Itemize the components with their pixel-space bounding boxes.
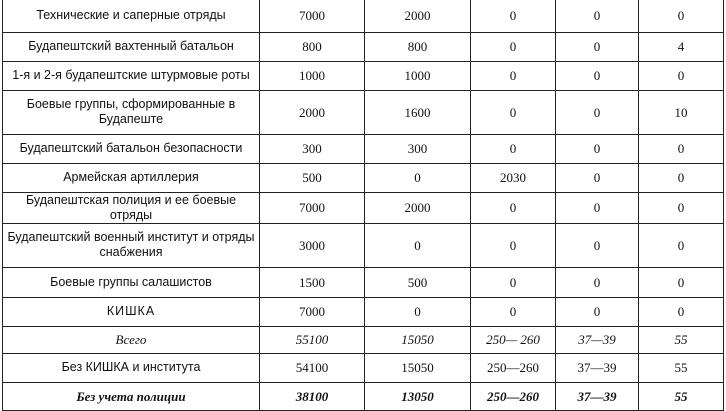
value-cell-col2: 1000 <box>260 61 365 90</box>
unit-name: Будапештский военный институт и отряды снабжения <box>7 230 255 259</box>
value-cell-col2: 38100 <box>260 382 365 410</box>
value-cell-col6: 10 <box>639 90 724 134</box>
unit-name: Без учета полиции <box>76 388 186 404</box>
value-cell-col4: 0 <box>471 267 556 297</box>
unit-name: КИШКА <box>106 304 156 318</box>
value-cell-col4: 2030 <box>471 163 556 192</box>
value-cell-col3: 0 <box>365 297 471 326</box>
value-cell-col6: 0 <box>639 297 724 326</box>
value-cell-col2: 1500 <box>260 267 365 297</box>
value-cell-col6: 0 <box>639 192 724 223</box>
value-cell-col3: 500 <box>365 267 471 297</box>
value-cell-col4: 250—260 <box>471 353 556 382</box>
forces-table <box>2 0 724 411</box>
unit-name-cell <box>3 297 260 326</box>
value-cell-col5: 0 <box>556 192 639 223</box>
value-cell-col2: 55100 <box>260 326 365 353</box>
table-row <box>3 297 724 326</box>
unit-name: Всего <box>115 332 147 347</box>
value-cell-col4: 250—260 <box>471 382 556 410</box>
table-row <box>3 326 724 353</box>
unit-name: Без КИШКА и института <box>61 360 201 374</box>
value-cell-col6: 55 <box>639 382 724 410</box>
value-cell-col3: 2000 <box>365 192 471 223</box>
value-cell-col6: 0 <box>639 134 724 163</box>
value-cell-col5: 37—39 <box>556 326 639 353</box>
unit-name-cell <box>3 0 260 32</box>
unit-name: Армейская артиллерия <box>63 170 199 184</box>
table-row <box>3 32 724 61</box>
value-cell-col2: 800 <box>260 32 365 61</box>
value-cell-col3: 800 <box>365 32 471 61</box>
unit-name-cell <box>3 223 260 267</box>
unit-name-cell <box>3 326 260 353</box>
value-cell-col5: 0 <box>556 163 639 192</box>
unit-name: Технические и саперные отряды <box>36 8 226 23</box>
table-row <box>3 353 724 382</box>
table-row <box>3 192 724 223</box>
table-row <box>3 61 724 90</box>
value-cell-col4: 0 <box>471 32 556 61</box>
value-cell-col6: 0 <box>639 163 724 192</box>
value-cell-col6: 55 <box>639 326 724 353</box>
value-cell-col4: 0 <box>471 297 556 326</box>
unit-name: Будапештский вахтенный батальон <box>28 39 234 53</box>
table-row <box>3 382 724 410</box>
unit-name: 1-я и 2-я будапештские штурмовые роты <box>12 68 250 82</box>
unit-name-cell <box>3 90 260 134</box>
value-cell-col5: 0 <box>556 32 639 61</box>
value-cell-col4: 0 <box>471 223 556 267</box>
value-cell-col3: 2000 <box>365 0 471 32</box>
value-cell-col2: 2000 <box>260 90 365 134</box>
table-row <box>3 267 724 297</box>
value-cell-col6: 55 <box>639 353 724 382</box>
value-cell-col3: 13050 <box>365 382 471 410</box>
value-cell-col3: 300 <box>365 134 471 163</box>
value-cell-col3: 0 <box>365 223 471 267</box>
value-cell-col2: 54100 <box>260 353 365 382</box>
unit-name-cell <box>3 353 260 382</box>
value-cell-col5: 0 <box>556 134 639 163</box>
value-cell-col5: 0 <box>556 61 639 90</box>
value-cell-col3: 15050 <box>365 326 471 353</box>
value-cell-col3: 1000 <box>365 61 471 90</box>
value-cell-col4: 250— 260 <box>471 326 556 353</box>
unit-name: Боевые группы салашистов <box>50 274 212 289</box>
unit-name-cell <box>3 134 260 163</box>
table-row <box>3 223 724 267</box>
value-cell-col5: 0 <box>556 0 639 32</box>
value-cell-col2: 7000 <box>260 297 365 326</box>
table-row <box>3 0 724 32</box>
value-cell-col3: 0 <box>365 163 471 192</box>
value-cell-col6: 0 <box>639 267 724 297</box>
value-cell-col5: 0 <box>556 223 639 267</box>
value-cell-col6: 0 <box>639 0 724 32</box>
value-cell-col2: 7000 <box>260 192 365 223</box>
table-body <box>3 0 724 410</box>
value-cell-col4: 0 <box>471 134 556 163</box>
value-cell-col5: 0 <box>556 267 639 297</box>
value-cell-col4: 0 <box>471 90 556 134</box>
table-row <box>3 163 724 192</box>
value-cell-col6: 4 <box>639 32 724 61</box>
unit-name-cell <box>3 382 260 410</box>
value-cell-col3: 15050 <box>365 353 471 382</box>
table-row <box>3 90 724 134</box>
unit-name-cell <box>3 192 260 223</box>
unit-name: Будапештская полиция и ее боевые отряды <box>25 192 237 222</box>
unit-name: Будапештский батальон безопасности <box>19 141 243 155</box>
value-cell-col5: 0 <box>556 90 639 134</box>
table-row <box>3 134 724 163</box>
value-cell-col4: 0 <box>471 0 556 32</box>
value-cell-col2: 3000 <box>260 223 365 267</box>
value-cell-col5: 37—39 <box>556 353 639 382</box>
unit-name-cell <box>3 267 260 297</box>
value-cell-col2: 7000 <box>260 0 365 32</box>
value-cell-col4: 0 <box>471 192 556 223</box>
value-cell-col2: 500 <box>260 163 365 192</box>
value-cell-col5: 37—39 <box>556 382 639 410</box>
value-cell-col3: 1600 <box>365 90 471 134</box>
unit-name-cell <box>3 61 260 90</box>
value-cell-col6: 0 <box>639 223 724 267</box>
unit-name-cell <box>3 32 260 61</box>
value-cell-col5: 0 <box>556 297 639 326</box>
value-cell-col6: 0 <box>639 61 724 90</box>
unit-name-cell <box>3 163 260 192</box>
unit-name: Боевые группы, сформированные в Будапеште <box>26 97 236 126</box>
value-cell-col2: 300 <box>260 134 365 163</box>
value-cell-col4: 0 <box>471 61 556 90</box>
